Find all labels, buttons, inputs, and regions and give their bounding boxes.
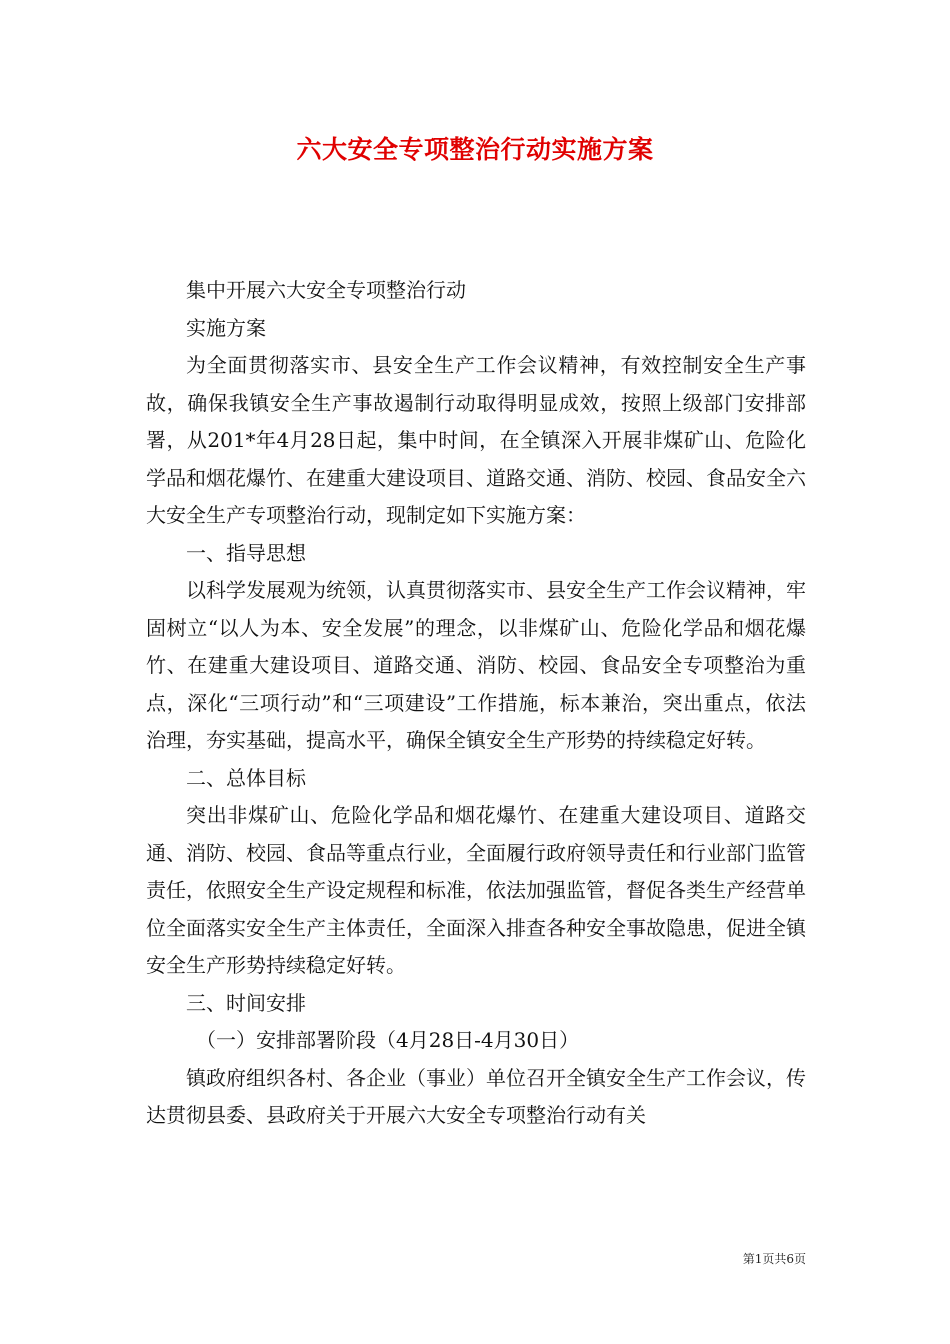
paragraph-intro: 为全面贯彻落实市、县安全生产工作会议精神，有效控制安全生产事故，确保我镇安全生产事故遏制行动取得明显成效，按照上级部门安排部署，从201*年4月28日起，集中时间，在全镇深入开展非煤矿山、危险化学品和烟花爆竹、在建重大建设项目、道路交通、消防、校园、食品安全六大安全生产专项整治行动，现制定如下实施方案： [146, 353, 806, 527]
paragraph-heading-line-1: 集中开展六大安全专项整治行动 [186, 278, 466, 302]
paragraph-heading-line-2: 实施方案 [186, 315, 266, 340]
document-body [146, 272, 806, 1135]
paragraph-overall-goal: 突出非煤矿山、危险化学品和烟花爆竹、在建重大建设项目、道路交通、消防、校园、食品等重点行业，全面履行政府领导责任和行业部门监管责任，依照安全生产设定规程和标准，依法加强监管，督促各类生产经营单位全面落实安全生产主体责任，全面深入排查各种安全事故隐患，促进全镇安全生产形势持续稳定好转。 [146, 803, 806, 977]
page-number: 第1页共6页 [742, 1252, 806, 1266]
section-heading-schedule: 三、时间安排 [186, 990, 306, 1015]
section-heading-overall-goal: 二、总体目标 [186, 765, 306, 790]
subsection-heading-deployment: （一）安排部署阶段（4月28日-4月30日） [196, 1028, 580, 1052]
paragraph-guiding-thought: 以科学发展观为统领，认真贯彻落实市、县安全生产工作会议精神，牢固树立“以人为本、安全发展”的理念，以非煤矿山、危险化学品和烟花爆竹、在建重大建设项目、道路交通、消防、校园、食品安全专项整治为重点，深化“三项行动”和“三项建设”工作措施，标本兼治，突出重点，依法治理，夯实基础，提高水平，确保全镇安全生产形势的持续稳定好转。 [146, 578, 806, 752]
section-heading-guiding-thought: 一、指导思想 [186, 540, 306, 565]
document-title: 六大安全专项整治行动实施方案 [296, 135, 654, 164]
paragraph-deployment: 镇政府组织各村、各企业（事业）单位召开全镇安全生产工作会议，传达贯彻县委、县政府关于开展六大安全专项整治行动有关 [146, 1065, 806, 1127]
